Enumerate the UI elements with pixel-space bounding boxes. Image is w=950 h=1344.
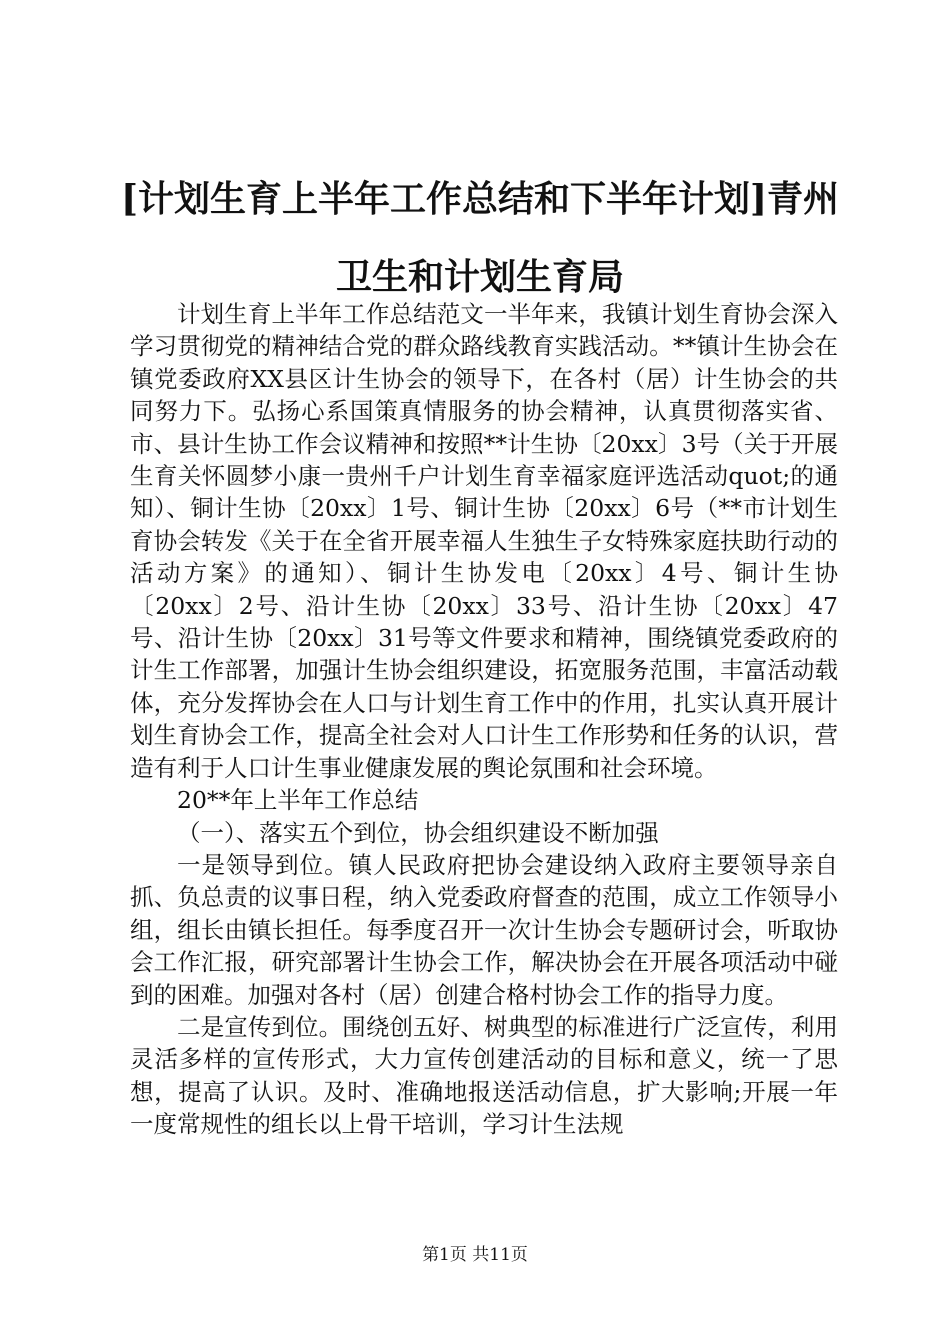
paragraph-heading-summary: 20**年上半年工作总结 — [177, 786, 419, 815]
document-body — [130, 298, 838, 1141]
document-title: [计划生育上半年工作总结和下半年计划]青州卫生和计划生育局 — [120, 178, 840, 298]
paragraph-leadership: 一是领导到位。镇人民政府把协会建设纳入政府主要领导亲自抓、负总责的议事日程，纳入党委政府督查的范围，成立工作领导小组，组长由镇长担任。每季度召开一次计生协会专题研讨会，听取协会工作汇报，研究部署计生协会工作，解决协会在开展各项活动中碰到的困难。加强对各村（居）创建合格村协会工作的指导力度。 — [130, 850, 838, 1009]
paragraph-publicity: 二是宣传到位。围绕创五好、树典型的标准进行广泛宣传，利用灵活多样的宣传形式，大力宣传创建活动的目标和意义，统一了思想，提高了认识。及时、准确地报送活动信息，扩大影响;开展一年一度常规性的组长以上骨干培训，学习计生法规 — [130, 1012, 838, 1139]
page-footer: 第1页 共11页 — [422, 1245, 528, 1265]
paragraph-subheading-one: （一）、落实五个到位，协会组织建设不断加强 — [177, 818, 659, 847]
paragraph-intro: 计划生育上半年工作总结范文一半年来，我镇计划生育协会深入学习贯彻党的精神结合党的群众路线教育实践活动。**镇计生协会在镇党委政府XX县区计生协会的领导下，在各村（居）计生协会的共同努力下。弘扬心系国策真情服务的协会精神，认真贯彻落实省、市、县计生协工作会议精神和按照**计生协〔20xx〕3号（关于开展生育关怀圆梦小康一贵州千户计划生育幸福家庭评选活动quot;的通知）、铜计生协〔20xx〕1号、铜计生协〔20xx〕6号（**市计划生育协会转发《关于在全省开展幸福人生独生子女特殊家庭扶助行动的活动方案》的通知）、铜计生协发电〔20xx〕4号、铜计生协〔20xx〕2号、沿计生协〔20xx〕33号、沿计生协〔20xx〕47号、沿计生协〔20xx〕31号等文件要求和精神，围绕镇党委政府的计生工作部署，加强计生协会组织建设，拓宽服务范围，丰富活动载体，充分发挥协会在人口与计划生育工作中的作用，扎实认真开展计划生育协会工作，提高全社会对人口计生工作形势和任务的认识，营造有利于人口计生事业健康发展的舆论氛围和社会环境。 — [130, 300, 838, 782]
